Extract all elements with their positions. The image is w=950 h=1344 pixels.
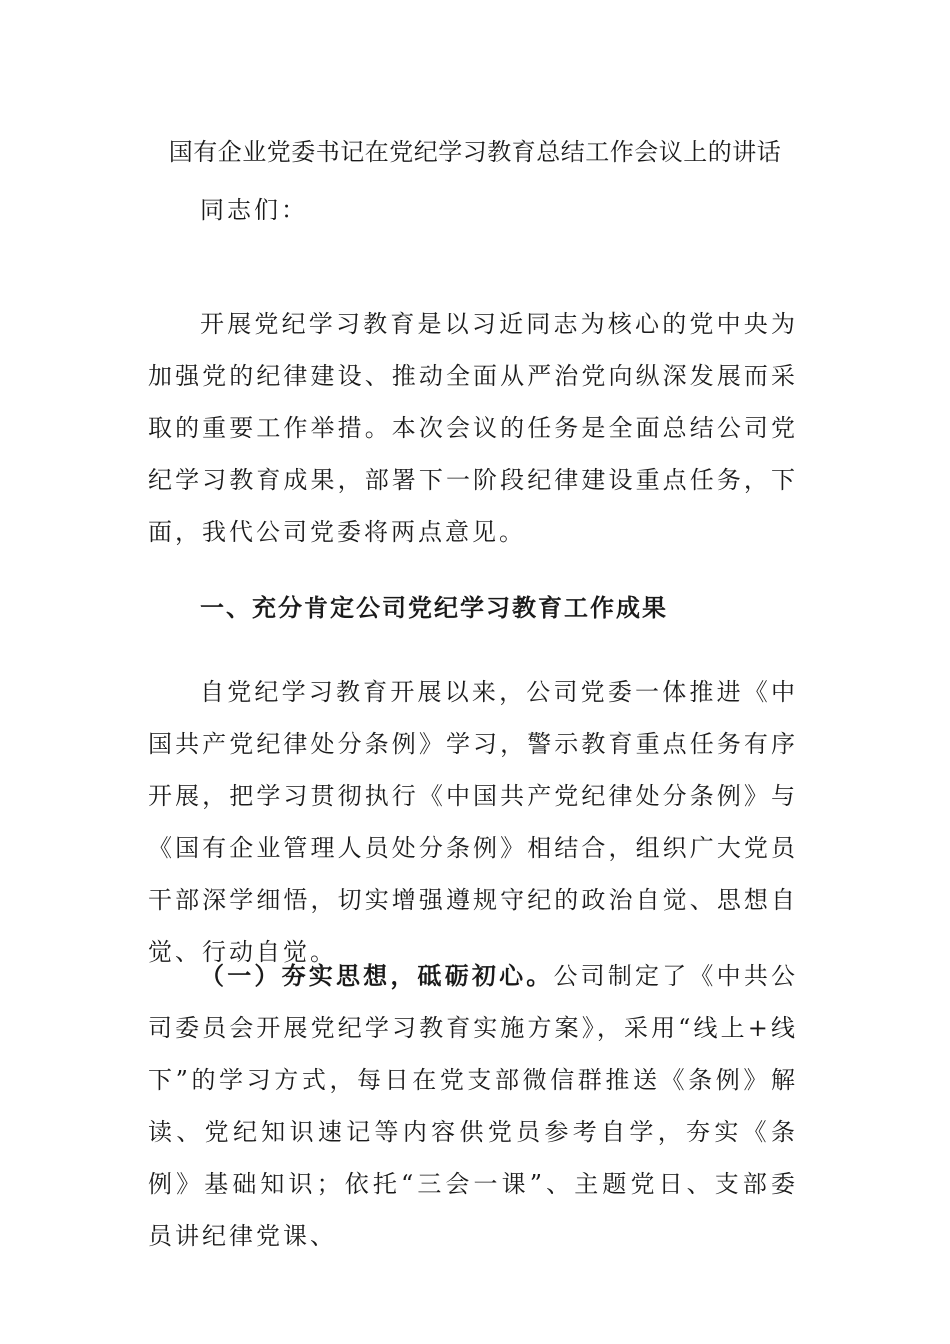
section-1-paragraph: 自党纪学习教育开展以来，公司党委一体推进《中国共产党纪律处分条例》学习，警示教育重点任务有序开展，把学习贯彻执行《中国共产党纪律处分条例》与《国有企业管理人员处分条例》相结合，组织广大党员干部深学细悟，切实增强遵规守纪的政治自觉、思想自觉、行动自觉。 xyxy=(148,678,798,966)
salutation: 同志们： xyxy=(200,196,308,224)
document-title: 国有企业党委书记在党纪学习教育总结工作会议上的讲话 xyxy=(168,138,782,166)
intro-paragraph: 开展党纪学习教育是以习近同志为核心的党中央为加强党的纪律建设、推动全面从严治党向纵深发展而采取的重要工作举措。本次会议的任务是全面总结公司党纪学习教育成果，部署下一阶段纪律建设重点任务，下面，我代公司党委将两点意见。 xyxy=(148,310,798,546)
section-heading-1: 一、充分肯定公司党纪学习教育工作成果 xyxy=(200,593,668,622)
subsection-1-paragraph xyxy=(148,950,798,1262)
subsection-1-body: 公司制定了《中共公司委员会开展党纪学习教育实施方案》，采用“线上+线下”的学习方式，每日在党支部微信群推送《条例》解读、党纪知识速记等内容供党员参考自学，夯实《条例》基础知识；依托“三会一课”、主题党日、支部委员讲纪律党课、 xyxy=(148,962,799,1250)
subsection-1-lead: （一）夯实思想，砥砺初心。 xyxy=(200,961,554,990)
